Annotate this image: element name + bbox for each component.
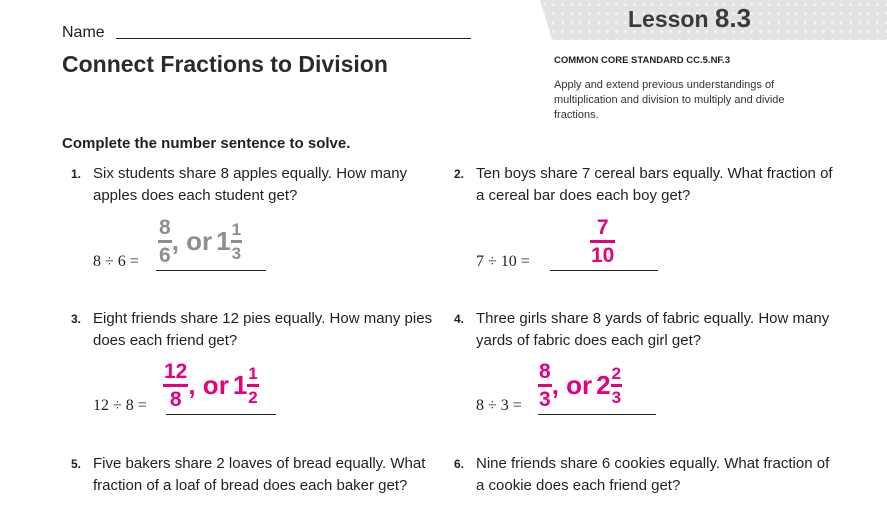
problem-number: 5.: [71, 457, 82, 471]
answer: [158, 217, 242, 266]
lesson-title: [628, 3, 751, 34]
answer-or: , or: [171, 225, 213, 256]
answer-fraction: $\frac{7}{10}$: [591, 216, 615, 267]
problem-text: Eight friends share 12 pies equally. How many pies does each friend get?: [93, 310, 433, 349]
name-line: [116, 38, 471, 39]
name-label: Name: [62, 24, 105, 41]
problem-4: [454, 308, 836, 352]
problem-6: [454, 453, 836, 497]
problem-text: Six students share 8 apples equally. How many apples does each student get?: [93, 165, 408, 204]
answer-or: , or: [188, 369, 229, 400]
problem-number: 2.: [454, 167, 465, 181]
equation: 8 ÷ 6 =: [93, 253, 139, 270]
answer: [590, 217, 615, 266]
answer-line: [550, 270, 658, 271]
standard-code: COMMON CORE STANDARD CC.5.NF.3: [554, 55, 731, 66]
problem-number: 3.: [71, 312, 82, 326]
equation: 12 ÷ 8 =: [93, 397, 147, 414]
answer-mixed-fraction: $\frac{2}{3}$: [611, 364, 622, 407]
equation: 8 ÷ 3 =: [476, 397, 522, 414]
answer-whole: 1: [232, 369, 248, 400]
standard-description: Apply and extend previous understandings of multiplication and division to multiply and divide fractions.: [554, 79, 785, 121]
problem-3: [71, 308, 453, 352]
problem-text: Ten boys share 7 cereal bars equally. What fraction of a cereal bar does each boy get?: [476, 165, 833, 204]
problem-text: Five bakers share 2 loaves of bread equally. What fraction of a loaf of bread does each baker get?: [93, 455, 426, 494]
lesson-number: 8.3: [714, 3, 752, 33]
answer-mixed-fraction: $\frac{1}{3}$: [231, 220, 242, 263]
answer: [163, 361, 259, 410]
problem-number: 6.: [454, 457, 465, 471]
lesson-label: Lesson: [628, 6, 709, 32]
answer-mixed-fraction: $\frac{1}{2}$: [248, 364, 258, 407]
answer-fraction: $\frac{12}{8}$: [164, 360, 188, 411]
answer-fraction: $\frac{8}{3}$: [539, 360, 551, 411]
answer-line: [166, 414, 276, 415]
answer-or: , or: [551, 369, 593, 400]
answer: [538, 361, 622, 410]
answer-whole: 2: [596, 369, 611, 400]
answer-whole: 1: [216, 225, 231, 256]
equation: 7 ÷ 10 =: [476, 253, 530, 270]
answer-line: [156, 270, 266, 271]
directions: Complete the number sentence to solve.: [62, 135, 351, 152]
problem-1: [71, 163, 453, 207]
problem-number: 1.: [71, 167, 82, 181]
page-title: Connect Fractions to Division: [62, 51, 388, 77]
answer-fraction: $\frac{8}{6}$: [159, 216, 171, 267]
problem-number: 4.: [454, 312, 465, 326]
problem-text: Nine friends share 6 cookies equally. What fraction of a cookie does each friend get?: [476, 455, 830, 494]
problem-5: [71, 453, 453, 497]
answer-line: [538, 414, 656, 415]
problem-2: [454, 163, 836, 207]
problem-text: Three girls share 8 yards of fabric equally. How many yards of fabric does each girl get?: [476, 310, 830, 349]
